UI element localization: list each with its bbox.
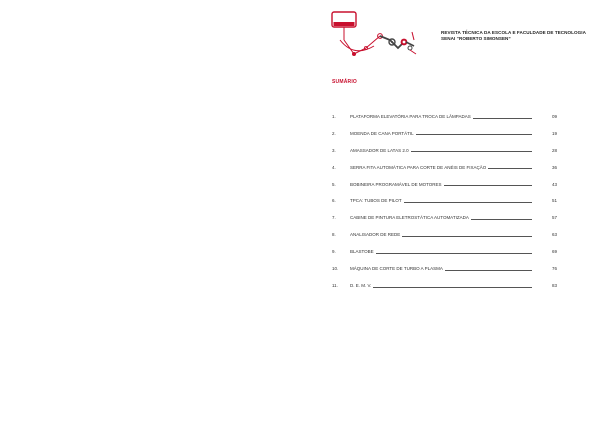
toc-entry-number: 10. [332,266,339,272]
toc-entry-title: AMASSADOR DE LATAS 2.0 [350,147,409,153]
toc-entry-number: 2. [332,130,336,136]
toc-entry-title: CABINE DE PINTURA ELETROSTÁTICA AUTOMATIZADA [350,215,469,221]
toc-entry-title: PLATAFORMA ELEVATÓRIA PARA TROCA DE LÂMPADAS [350,114,471,119]
toc-entry-number: 8. [332,232,336,238]
toc-entry[interactable] [332,148,557,165]
toc-entry[interactable] [332,182,557,199]
journal-title: REVISTA TÉCNICA DA ESCOLA E FACULDADE DE TECNOLOGIA SENAI “ROBERTO SIMONSEN” [441,30,586,41]
toc-entry[interactable] [332,198,557,215]
toc-entry-number: 1. [332,114,336,119]
toc-leader-line [376,253,532,254]
toc-entry-number: 3. [332,147,336,153]
toc-entry-number: 6. [332,198,336,204]
toc-entry-title: BLASTOBE [350,249,374,255]
toc-entry-number: 9. [332,249,336,255]
toc-entry[interactable] [332,165,557,182]
toc-entry-page: 57 [551,215,557,221]
toc-entry-page: 51 [551,198,557,204]
toc-entry-page: 19 [551,130,557,136]
toc-entry-title: TPCA: TUBOS DE PILOT [350,198,402,204]
toc-entry[interactable] [332,131,557,148]
toc-entry[interactable] [332,283,557,300]
robot-arm-logo-icon [330,10,430,60]
toc-entry[interactable] [332,266,557,283]
toc-entry[interactable] [332,232,557,249]
toc-leader-line [411,151,532,152]
toc-entry[interactable] [332,114,557,131]
toc-entry-page: 83 [551,282,557,288]
toc-entry-page: 69 [551,249,557,255]
toc-leader-line [471,219,532,220]
toc-leader-line [416,134,532,135]
toc-entry-page: 76 [551,266,557,272]
toc-heading: SUMÁRIO [332,79,358,85]
toc-entry-number: 5. [332,181,336,187]
toc-entry-page: 09 [551,114,557,119]
toc-leader-line [373,287,532,288]
toc-leader-line [444,185,532,186]
toc-leader-line [445,270,532,271]
toc-entry-title: MOENDA DE CANA PORTÁTIL [350,130,414,136]
toc-entry[interactable] [332,215,557,232]
toc-entry-title: MÁQUINA DE CORTE DE TURBO A PLASMA [350,266,443,272]
toc-entry-title: BOBINEIRA PROGRAMÁVEL DE MOTORES [350,181,442,187]
toc-leader-line [404,202,532,203]
toc-entry-page: 43 [551,181,557,187]
toc-entry[interactable] [332,249,557,266]
toc-entry-number: 4. [332,164,336,170]
toc-entry-page: 36 [551,164,557,170]
toc-entry-title: SERRA FITA AUTOMÁTICA PARA CORTE DE ANÉIS DE FIXAÇÃO [350,164,487,170]
table-of-contents [332,114,557,300]
toc-leader-line [473,118,532,119]
toc-entry-page: 63 [551,232,557,238]
toc-leader-line [488,168,532,169]
toc-entry-page: 28 [551,147,557,153]
toc-entry-title: ANALISADOR DE REDE [350,232,401,238]
toc-leader-line [402,236,532,237]
toc-entry-number: 11. [332,282,338,288]
toc-entry-title: D. E. M. V. [350,282,372,288]
toc-entry-number: 7. [332,215,336,221]
